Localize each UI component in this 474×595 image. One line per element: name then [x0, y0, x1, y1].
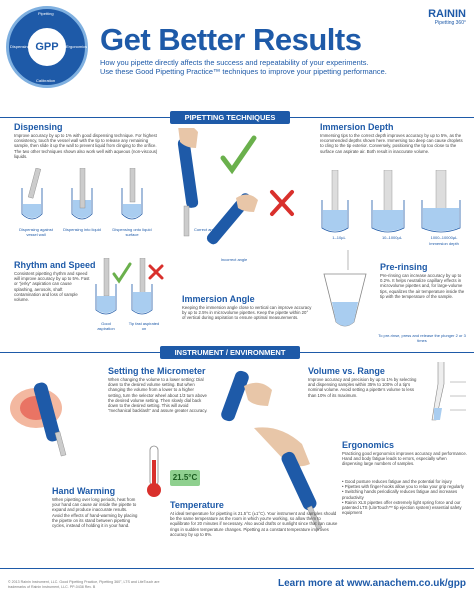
depth-caption-medium: 10–1000µL — [381, 235, 403, 240]
rhythm-speed-illustration — [92, 258, 168, 322]
temperature-readout: 21.5°C — [170, 470, 200, 486]
ergonomics-text: Practicing good ergonomics improves accuracy and performance. Hand and body fatigue leads to errors, especially when dispensing large numbers of samples. — [342, 451, 467, 467]
caption-correct-angle: Correct angle — [193, 227, 218, 232]
volume-range-title: Volume vs. Range — [308, 366, 385, 376]
logo-ring-label: Dispensing — [10, 44, 30, 49]
pre-rinsing-illustration — [318, 250, 372, 334]
x-mark-icon — [150, 266, 162, 278]
rhythm-speed-text: Consistent pipetting rhythm and speed will improve accuracy by up to 5%. Fast or "jerky" aspiration can cause splashing, aerosols, shaft contamination and loss of sample volume. — [14, 271, 90, 303]
logo-ring-label: Calibration — [36, 78, 56, 83]
immersion-angle-illustration — [168, 128, 308, 266]
micrometer-illustration — [210, 366, 282, 426]
volume-range-illustration — [422, 362, 468, 424]
subtitle-line-1: How you pipette directly affects the success and repeatability of your experiments. — [100, 58, 369, 67]
footer-divider — [0, 568, 474, 569]
micrometer-title: Setting the Micrometer — [108, 366, 206, 376]
section-bar-pipetting-techniques: PIPETTING TECHNIQUES — [170, 111, 290, 124]
rhythm-caption-fast: Tip fast aspirated on — [128, 321, 160, 331]
temperature-title: Temperature — [170, 500, 224, 510]
footer-legal: © 2013 Rainin Instrument, LLC. Good Pipetting Practice, Pipetting 360°, LTS and LiteTouch are trademarks of Rainin Instrument, LLC. PP-0438 Rev. B — [8, 580, 160, 589]
hand-warming-text: When pipetting over long periods, heat from your hand can cause air inside the pipette to expand and produce inaccurate results. Avoid the effects of hand-warming by placing the pipette on its stand between pipetting cycles, instead of holding it in your hand. — [52, 497, 138, 529]
brand-subtitle: Pipetting 360° — [434, 20, 466, 26]
volume-range-text: Improve accuracy and precision by up to 1% by selecting and dispensing samples within 35% to 100% of a tip's nominal volume. Avoid setting a pipette's volume to less than 10% of its maximum. — [308, 377, 417, 398]
page-title: Get Better Results — [100, 22, 362, 57]
list-item: • Good posture reduces fatigue and the potential for injury — [342, 479, 452, 484]
immersion-depth-title: Immersion Depth — [320, 122, 394, 132]
micrometer-text: When changing the volume to a lower setting: Dial down to the desired volume setting. But when changing the volume from a lower to a higher setting, turn the selector wheel about 1/3 turn above the desired volume setting. Then slowly dial back down to the desired setting. This will avoid "mechanical backlash" and assure greater accuracy. — [108, 377, 208, 414]
tube-onto-surface — [122, 168, 142, 219]
list-item: • Switching hands periodically reduces fatigue and increases productivity — [342, 489, 458, 500]
brand-logo: RAININ — [428, 8, 466, 20]
dispensing-caption-into: Dispensing into liquid — [63, 227, 101, 232]
list-item: • Pipettes with finger-hooks allow you to relax your grip regularly — [342, 484, 464, 490]
ergonomics-title: Ergonomics — [342, 440, 395, 450]
hand-warming-title: Hand Warming — [52, 486, 116, 496]
immersion-angle-title: Immersion Angle — [182, 294, 255, 304]
immersion-depth-text: Immersing tips to the correct depth improves accuracy by up to 5%, as the recommended depths shown here. Immersing too deep can cause droplets to cling to the tip exterior. Conversely, positioning the tip too close to the surface can aspirate air. Both result in inaccurate volume. — [320, 133, 463, 154]
section-bar-instrument-environment: INSTRUMENT / ENVIRONMENT — [160, 346, 300, 359]
thermometer-icon — [140, 444, 168, 500]
depth-caption-note: Immersion depth — [429, 241, 459, 246]
dispensing-text: Improve accuracy by up to 1% with good dispensing technique. For highest consistency, touch the vessel wall with the tip to release any remaining sample, then slide it up the wall to prevent liquid from clinging to the orifice. The two other techniques shown also work well with aqueous (non-viscous) liquids. — [14, 133, 158, 159]
ergonomics-bullet-list — [342, 479, 468, 515]
rhythm-caption-good: Good aspiration — [97, 321, 115, 331]
hand-warming-illustration — [6, 362, 106, 458]
tube-into-liquid — [72, 168, 92, 219]
rhythm-speed-title: Rhythm and Speed — [14, 260, 96, 270]
logo-ring-label: Pipetting — [38, 11, 54, 16]
gpp-logo: GPP — [26, 26, 68, 68]
dispensing-illustration — [14, 168, 164, 226]
immersion-depth-illustration — [318, 170, 468, 236]
logo-ring-label: Ergonomics — [66, 44, 88, 49]
caption-incorrect-angle: Incorrect angle — [220, 257, 248, 262]
dispensing-caption-onto: Dispensing onto liquid surface — [112, 227, 152, 237]
learn-more-link[interactable]: Learn more at www.anachem.co.uk/gpp — [277, 578, 466, 589]
pipette-incorrect-angle — [205, 191, 258, 246]
pipette-correct-angle — [177, 128, 199, 236]
depth-caption-large: 1000–10000µL — [430, 235, 458, 240]
temperature-text: At ideal temperature for pipetting is 21.5°C (±1°C). Your instrument and samples should be the same temperature as the room in which you're working, so allow them to equilibrate for 20 minutes if necessary. Also avoid drafts or sunlight since that can cause rings in sudden temperature changes. Pipetting at a constant temperature improves accuracy by up to 8%. — [170, 511, 338, 537]
dispensing-title: Dispensing — [14, 122, 63, 132]
x-mark-icon — [272, 192, 292, 214]
subtitle-line-2: Use these Good Pipetting Practice™ techniques to improve your pipetting performance. — [100, 67, 387, 76]
immersion-angle-text: Keeping the immersion angle close to vertical can improve accuracy by up to 2.5% in microvolume pipettes. Keep the pipette within 20° of vertical during aspiration to ensure optimal measurements. — [182, 305, 312, 321]
check-mark-icon — [223, 138, 254, 170]
tube-against-wall — [22, 168, 42, 219]
dispensing-caption-wall: Dispensing against vessel wall — [19, 227, 53, 237]
check-mark-icon — [114, 264, 130, 281]
depth-caption-small: 1–10µL — [332, 235, 346, 240]
pre-rinsing-title: Pre-rinsing — [380, 262, 428, 272]
pre-rinsing-text: Pre-rinsing can increase accuracy by up to 0.2%. It helps neutralize capillary effects in microvolume pipettes and, for large-volume tips, equalizes the air temperature inside the tip with the temperature of the sample. — [380, 273, 465, 299]
pre-rinsing-caption: To pre-rinse, press and release the plunger 2 or 3 times — [378, 333, 466, 343]
list-item: • Rainin XLS pipettes offer extremely light spring force and our patented LTS (LiteTouch™ tip ejection system) essential safety equipment — [342, 499, 462, 516]
